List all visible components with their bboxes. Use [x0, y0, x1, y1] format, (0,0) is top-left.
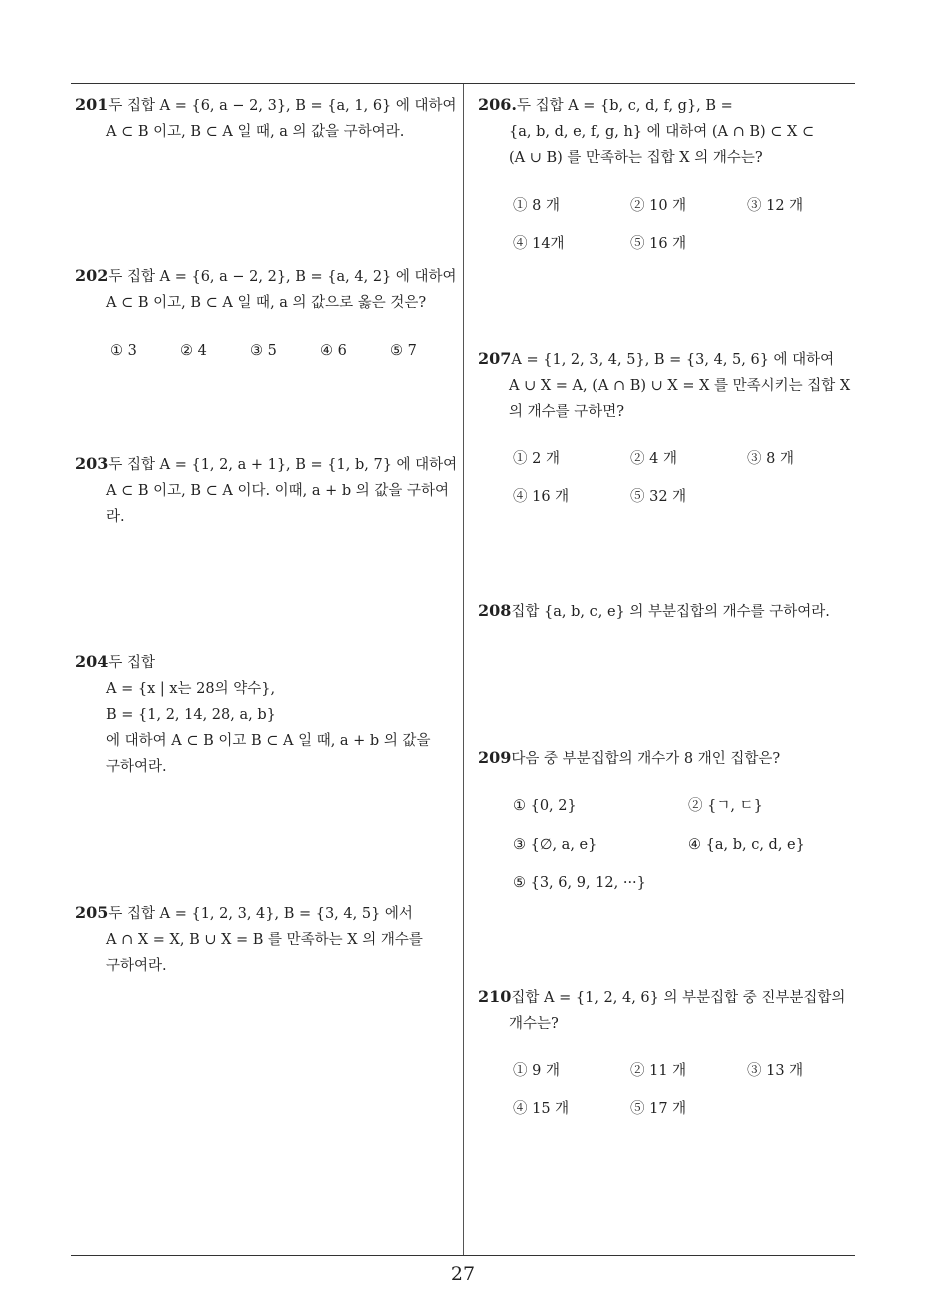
- choice-2: ② 11 개: [630, 1063, 687, 1079]
- question-text: A = {x | x는 28의 약수},: [106, 681, 276, 697]
- question-number: 202: [75, 266, 109, 285]
- question-number: 210: [478, 987, 512, 1006]
- question-text: {a, b, d, e, f, g, h} 에 대하여 (A ∩ B) ⊂ X ⊂: [509, 124, 815, 140]
- question-text: 두 집합 A = {6, a − 2, 2}, B = {a, 4, 2} 에 대하여: [108, 269, 457, 285]
- choice-5: ⑤ 7: [390, 343, 417, 359]
- question-205: [75, 900, 457, 979]
- question-text: 다음 중 부분집합의 개수가 8 개인 집합은?: [511, 751, 781, 767]
- choice-1: ① 3: [110, 343, 137, 359]
- question-text: 집합 A = {1, 2, 4, 6} 의 부분집합 중 진부분집합의: [511, 990, 846, 1006]
- choice-2: ② {ㄱ, ㄷ}: [688, 798, 763, 814]
- choice-4: ④ 15 개: [513, 1101, 570, 1117]
- choice-1: ① {0, 2}: [513, 798, 577, 814]
- choice-3: ③ 8 개: [747, 451, 794, 467]
- question-206: [478, 92, 860, 171]
- question-number: 207: [478, 349, 512, 368]
- question-text: A = {1, 2, 3, 4, 5}, B = {3, 4, 5, 6} 에 대하여: [511, 352, 835, 368]
- question-number: 203: [75, 454, 109, 473]
- bottom-rule: [71, 1255, 855, 1256]
- question-text: 두 집합 A = {b, c, d, f, g}, B =: [516, 98, 733, 114]
- question-210: [478, 984, 860, 1037]
- question-number: 209: [478, 748, 512, 767]
- question-text: 두 집합 A = {1, 2, a + 1}, B = {1, b, 7} 에 대하여: [108, 457, 458, 473]
- question-text: 두 집합 A = {1, 2, 3, 4}, B = {3, 4, 5} 에서: [108, 906, 413, 922]
- choice-5: ⑤ 16 개: [630, 236, 687, 252]
- question-text: 집합 {a, b, c, e} 의 부분집합의 개수를 구하여라.: [511, 604, 830, 620]
- choice-5: ⑤ 32 개: [630, 489, 687, 505]
- choice-1: ① 2 개: [513, 451, 560, 467]
- choice-3: ③ 5: [250, 343, 277, 359]
- question-text: 의 개수를 구하면?: [509, 404, 625, 420]
- page-number: 27: [450, 1263, 476, 1285]
- question-text: A ⊂ B 이고, B ⊂ A 일 때, a 의 값으로 옳은 것은?: [106, 295, 427, 311]
- question-text: A ∩ X = X, B ∪ X = B 를 만족하는 X 의 개수를: [106, 932, 423, 948]
- question-202: [75, 263, 457, 316]
- question-201: [75, 92, 457, 145]
- question-text: 구하여라.: [106, 759, 167, 775]
- question-text: A ⊂ B 이고, B ⊂ A 일 때, a 의 값을 구하여라.: [106, 124, 405, 140]
- question-text: 라.: [106, 509, 125, 525]
- question-text: (A ∪ B) 를 만족하는 집합 X 의 개수는?: [509, 150, 763, 166]
- question-text: 구하여라.: [106, 958, 167, 974]
- choice-2: ② 4 개: [630, 451, 677, 467]
- question-text: 두 집합 A = {6, a − 2, 3}, B = {a, 1, 6} 에 대하여: [108, 98, 457, 114]
- question-text: 에 대하여 A ⊂ B 이고 B ⊂ A 일 때, a + b 의 값을: [106, 733, 431, 749]
- choice-5: ⑤ 17 개: [630, 1101, 687, 1117]
- column-divider: [463, 84, 464, 1256]
- question-text: A ⊂ B 이고, B ⊂ A 이다. 이때, a + b 의 값을 구하여: [106, 483, 450, 499]
- choice-4: ④ 16 개: [513, 489, 570, 505]
- choice-2: ② 10 개: [630, 198, 687, 214]
- question-number: 204: [75, 652, 109, 671]
- choice-3: ③ 13 개: [747, 1063, 804, 1079]
- question-203: [75, 451, 457, 530]
- question-208: [478, 598, 860, 625]
- choice-4: ④ 6: [320, 343, 347, 359]
- question-204: [75, 649, 457, 780]
- choice-4: ④ 14개: [513, 236, 565, 252]
- question-number: 208: [478, 601, 512, 620]
- choice-3: ③ 12 개: [747, 198, 804, 214]
- question-209: [478, 745, 860, 772]
- question-207: [478, 346, 860, 425]
- question-text: 두 집합: [108, 655, 156, 671]
- choice-4: ④ {a, b, c, d, e}: [688, 837, 805, 853]
- question-number: 205: [75, 903, 109, 922]
- question-text: 개수는?: [509, 1016, 559, 1032]
- question-number: 206.: [478, 95, 517, 114]
- choice-3: ③ {∅, a, e}: [513, 837, 598, 853]
- question-text: B = {1, 2, 14, 28, a, b}: [106, 707, 276, 723]
- question-text: A ∪ X = A, (A ∩ B) ∪ X = X 를 만족시키는 집합 X: [509, 378, 851, 394]
- choice-2: ② 4: [180, 343, 207, 359]
- choice-5: ⑤ {3, 6, 9, 12, ···}: [513, 875, 646, 891]
- choice-1: ① 8 개: [513, 198, 560, 214]
- question-number: 201: [75, 95, 109, 114]
- choice-1: ① 9 개: [513, 1063, 560, 1079]
